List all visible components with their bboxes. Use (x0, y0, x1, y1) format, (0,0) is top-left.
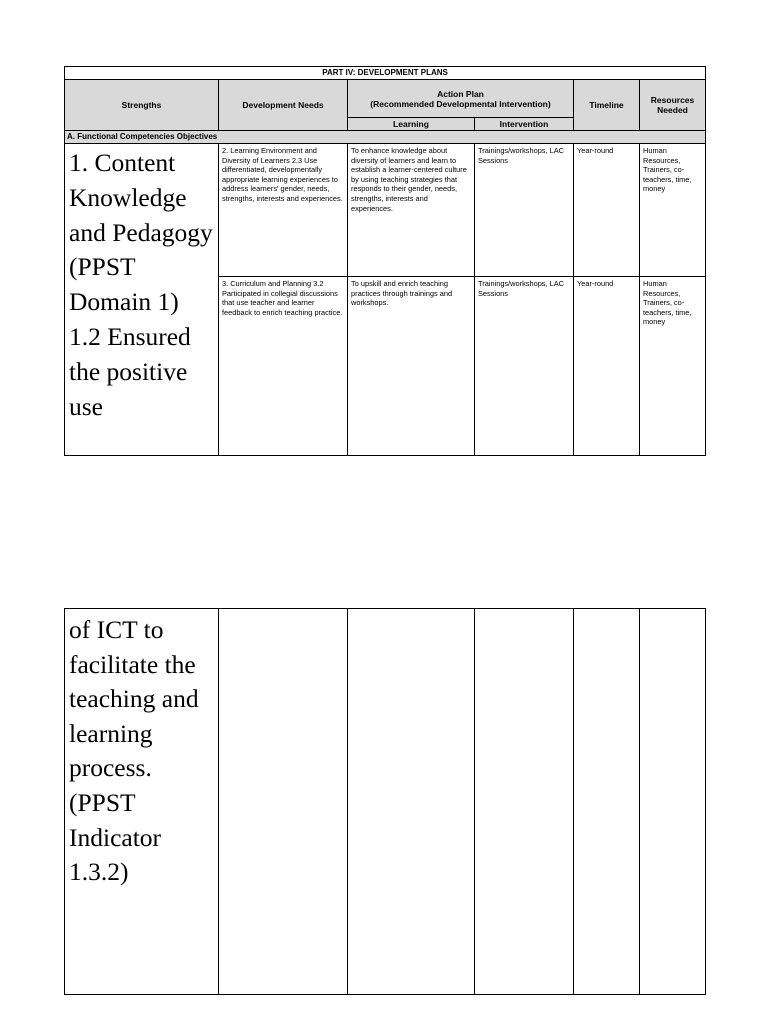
empty-cell (640, 609, 706, 995)
development-need-cell: 2. Learning Environment and Diversity of Learners 2.3 Use differentiated, developmentally appropriate learning experiences to address learners' gender, needs, strengths, interests and experiences. (219, 144, 348, 277)
empty-cell (348, 609, 475, 995)
header-development-needs: Development Needs (219, 80, 348, 131)
development-plans-table (64, 66, 706, 456)
resources-header-line2: Needed (657, 105, 688, 115)
learning-cell: To upskill and enrich teaching practices through trainings and workshops. (348, 277, 475, 456)
development-need-cell: 3. Curriculum and Planning 3.2 Participated in collegial discussions that use teacher and learner feedback to enrich teaching practice. (219, 277, 348, 456)
table-title: PART IV: DEVELOPMENT PLANS (65, 67, 706, 80)
section-label: A. Functional Competencies Objectives (65, 131, 706, 144)
development-plans-continuation-table (64, 608, 706, 995)
intervention-cell: Trainings/workshops, LAC Sessions (475, 277, 574, 456)
header-learning: Learning (348, 118, 475, 131)
empty-cell (219, 609, 348, 995)
learning-cell: To enhance knowledge about diversity of learners and learn to establish a learner-centered culture by using teaching strategies that responds to their gender, needs, strengths, interests and experiences. (348, 144, 475, 277)
header-timeline: Timeline (574, 80, 640, 131)
action-plan-title: Action Plan (437, 88, 484, 99)
intervention-cell: Trainings/workshops, LAC Sessions (475, 144, 574, 277)
strengths-cell: 1. Content Knowledge and Pedagogy (PPST Domain 1) 1.2 Ensured the positive use (65, 144, 219, 456)
action-plan-subtitle: (Recommended Developmental Intervention) (370, 98, 551, 109)
resources-cell: Human Resources, Trainers, co-teachers, time, money (640, 144, 706, 277)
header-resources (640, 80, 706, 131)
header-intervention: Intervention (475, 118, 574, 131)
timeline-cell: Year-round (574, 144, 640, 277)
header-strengths: Strengths (65, 80, 219, 131)
resources-header-line1: Resources (650, 95, 695, 105)
timeline-cell: Year-round (574, 277, 640, 456)
empty-cell (574, 609, 640, 995)
header-action-plan (348, 80, 574, 118)
strengths-continuation-cell: of ICT to facilitate the teaching and learning process. (PPST Indicator 1.3.2) (65, 609, 219, 995)
empty-cell (475, 609, 574, 995)
resources-cell: Human Resources, Trainers, co-teachers, time, money (640, 277, 706, 456)
